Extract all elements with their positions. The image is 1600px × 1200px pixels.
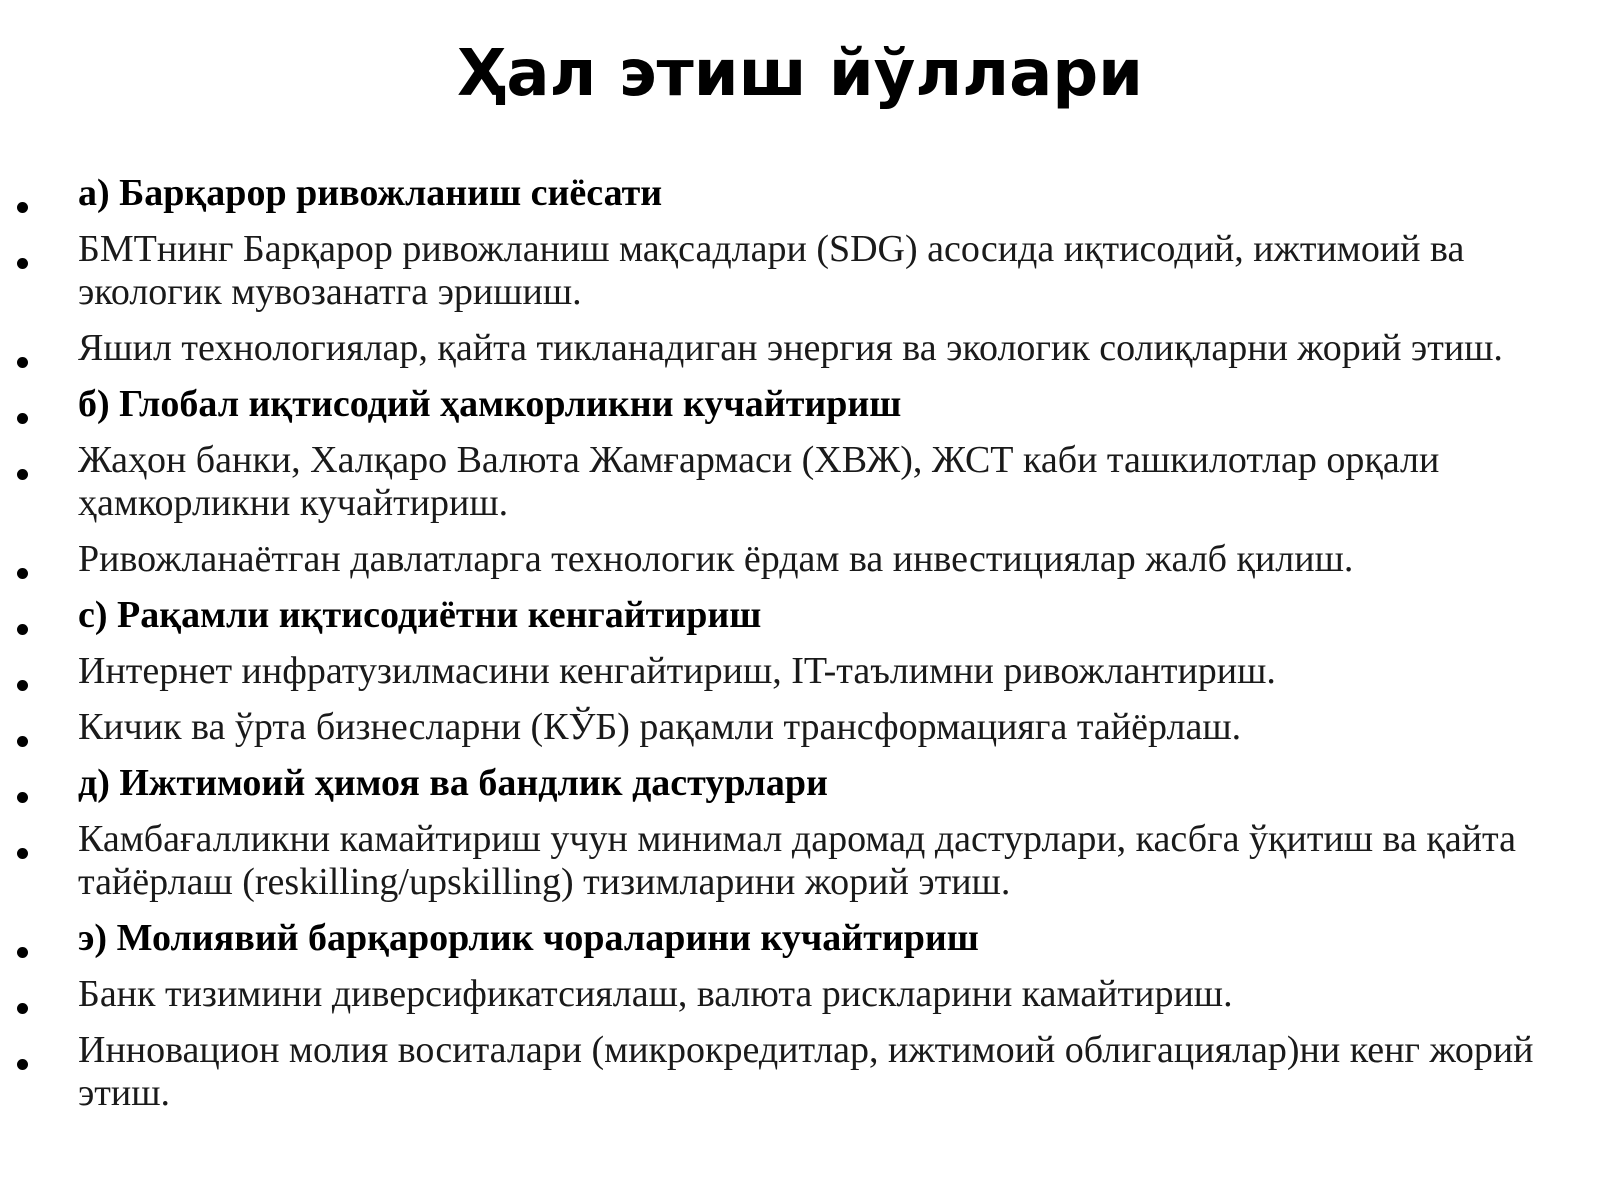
bullet-dot-icon (17, 848, 28, 859)
bullet-dot-icon (17, 792, 28, 803)
bullet-text: БМТнинг Барқарор ривожланиш мақсадлари (SDG) асосида иқтисодий, ижтимоий ва экологик мувозанатга эришиш. (78, 228, 1465, 313)
bullet-item (0, 762, 1600, 805)
bullet-dot-icon (17, 736, 28, 747)
bullet-text: Банк тизимини диверсификатсиялаш, валюта рискларини камайтириш. (78, 973, 1233, 1015)
bullet-text: c) Рақамли иқтисодиётни кенгайтириш (78, 594, 762, 636)
bullet-dot-icon (17, 1003, 28, 1014)
bullet-dot-icon (17, 258, 28, 269)
bullet-dot-icon (17, 680, 28, 691)
bullet-item (0, 917, 1600, 960)
bullet-text: Ривожланаётган давлатларга технологик ёрдам ва инвестициялар жалб қилиш. (78, 538, 1354, 580)
bullet-item (0, 228, 1600, 314)
bullet-dot-icon (17, 947, 28, 958)
bullet-dot-icon (17, 1059, 28, 1070)
bullet-text: б) Глобал иқтисодий ҳамкорликни кучайтириш (78, 383, 902, 425)
bullet-dot-icon (17, 202, 28, 213)
bullet-text: Инновацион молия воситалари (микрокредитлар, ижтимоий облигациялар)ни кенг жорий этиш. (78, 1029, 1534, 1114)
bullet-text: э) Молиявий барқарорлик чораларини кучайтириш (78, 917, 979, 959)
bullet-dot-icon (17, 624, 28, 635)
bullet-item (0, 594, 1600, 637)
bullet-item (0, 706, 1600, 749)
bullet-dot-icon (17, 357, 28, 368)
bullet-item (0, 172, 1600, 215)
bullet-item (0, 818, 1600, 904)
bullet-item (0, 383, 1600, 426)
bullet-text: Жаҳон банки, Халқаро Валюта Жамғармаси (ХВЖ), ЖСТ каби ташкилотлар орқали ҳамкорликни кучайтириш. (78, 439, 1440, 524)
bullet-item (0, 439, 1600, 525)
bullet-item (0, 650, 1600, 693)
bullet-text: Кичик ва ўрта бизнесларни (КЎБ) рақамли трансформацияга тайёрлаш. (78, 706, 1242, 748)
bullet-item (0, 327, 1600, 370)
slide-title: Ҳал этиш йўллари (457, 37, 1143, 111)
bullet-list (0, 172, 1600, 1128)
bullet-dot-icon (17, 413, 28, 424)
bullet-item (0, 1029, 1600, 1115)
bullet-text: Яшил технологиялар, қайта тикланадиган энергия ва экологик солиқларни жорий этиш. (78, 327, 1503, 369)
bullet-item (0, 973, 1600, 1016)
bullet-item (0, 538, 1600, 581)
bullet-text: Камбағалликни камайтириш учун минимал даромад дастурлари, касбга ўқитиш ва қайта тайёрлаш (reskilling/upskilling) тизимларини жорий этиш. (78, 818, 1516, 903)
bullet-dot-icon (17, 469, 28, 480)
bullet-dot-icon (17, 568, 28, 579)
bullet-text: д) Ижтимоий ҳимоя ва бандлик дастурлари (78, 762, 828, 804)
bullet-text: а) Барқарор ривожланиш сиёсати (78, 172, 663, 214)
bullet-text: Интернет инфратузилмасини кенгайтириш, IT-таълимни ривожлантириш. (78, 650, 1276, 692)
